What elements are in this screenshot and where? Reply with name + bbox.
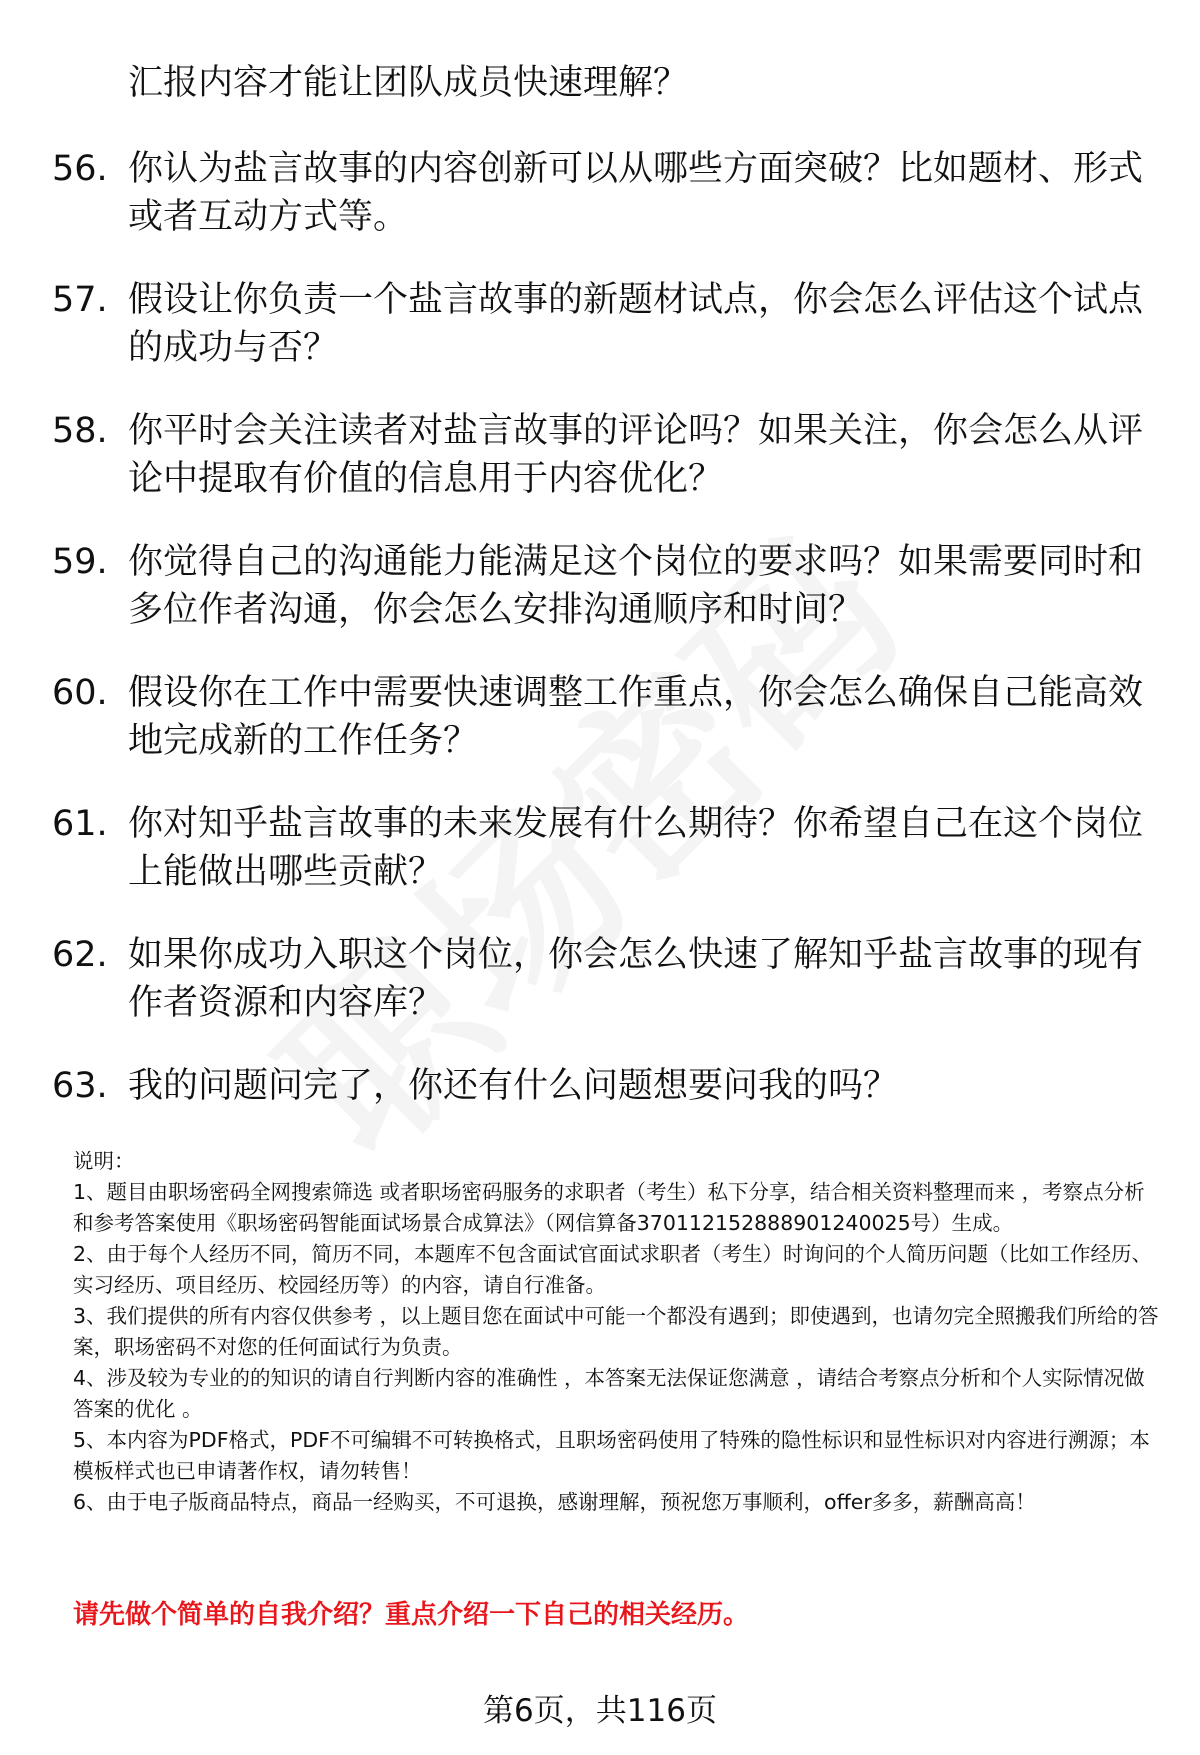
note-item: 1、题目由职场密码全网搜索筛选 或者职场密码服务的求职者（考生）私下分享，结合相关资料整理而来 ，考察点分析和参考答案使用《职场密码智能面试场景合成算法》（网信算备370112152888901240025号）生成。 xyxy=(73,1180,1145,1235)
question-number: 58. xyxy=(52,411,108,451)
question-number: 63. xyxy=(52,1066,108,1106)
highlight-question: 请先做个简单的自我介绍？重点介绍一下自己的相关经历。 xyxy=(73,1600,750,1630)
note-item: 5、本内容为PDF格式，PDF不可编辑不可转换格式，且职场密码使用了特殊的隐性标识和显性标识对内容进行溯源；本模板样式也已申请著作权，请勿转售！ xyxy=(73,1428,1150,1483)
question-item xyxy=(52,1062,1152,1110)
question-text: 你对知乎盐言故事的未来发展有什么期待？你希望自己在这个岗位上能做出哪些贡献？ xyxy=(128,804,1144,892)
question-item xyxy=(52,407,1152,503)
note-item: 6、由于电子版商品特点，商品一经购买，不可退换，感谢理解，预祝您万事顺利，offer多多，薪酬高高！ xyxy=(73,1490,1036,1514)
question-text: 我的问题问完了，你还有什么问题想要问我的吗？ xyxy=(128,1066,899,1106)
question-text: 你认为盐言故事的内容创新可以从哪些方面突破？比如题材、形式或者互动方式等。 xyxy=(128,149,1144,237)
question-number: 56. xyxy=(52,149,108,189)
question-item xyxy=(52,538,1152,634)
note-item: 2、由于每个人经历不同，简历不同，本题库不包含面试官面试求职者（考生）时询问的个人简历问题（比如工作经历、实习经历、项目经历、校园经历等）的内容，请自行准备。 xyxy=(73,1242,1153,1297)
question-text: 你觉得自己的沟通能力能满足这个岗位的要求吗？如果需要同时和多位作者沟通，你会怎么安排沟通顺序和时间？ xyxy=(128,542,1144,630)
question-number: 60. xyxy=(52,673,108,713)
notes-section xyxy=(73,1146,1163,1518)
question-continuation xyxy=(52,59,1152,107)
question-number: 59. xyxy=(52,542,108,582)
question-number: 62. xyxy=(52,935,108,975)
note-item: 3、我们提供的所有内容仅供参考 ，以上题目您在面试中可能一个都没有遇到；即使遇到，也请勿完全照搬我们所给的答案，职场密码不对您的任何面试行为负责。 xyxy=(73,1304,1159,1359)
question-item xyxy=(52,145,1152,241)
question-text: 假设你在工作中需要快速调整工作重点，你会怎么确保自己能高效地完成新的工作任务？ xyxy=(128,673,1144,761)
question-text: 假设让你负责一个盐言故事的新题材试点，你会怎么评估这个试点的成功与否？ xyxy=(128,280,1144,368)
question-item xyxy=(52,931,1152,1027)
question-number: 61. xyxy=(52,804,108,844)
question-text: 如果你成功入职这个岗位，你会怎么快速了解知乎盐言故事的现有作者资源和内容库？ xyxy=(128,935,1144,1023)
question-number: 57. xyxy=(52,280,108,320)
page-number: 第6页，共116页 xyxy=(483,1693,717,1729)
question-item xyxy=(52,800,1152,896)
note-item: 4、涉及较为专业的的知识的请自行判断内容的准确性 ，本答案无法保证您满意 ，请结合考察点分析和个人实际情况做答案的优化 。 xyxy=(73,1366,1145,1421)
question-item xyxy=(52,669,1152,765)
notes-title: 说明： xyxy=(73,1149,135,1173)
question-text: 你平时会关注读者对盐言故事的评论吗？如果关注，你会怎么从评论中提取有价值的信息用于内容优化？ xyxy=(128,411,1144,499)
question-text: 汇报内容才能让团队成员快速理解？ xyxy=(128,63,689,103)
question-item xyxy=(52,276,1152,372)
